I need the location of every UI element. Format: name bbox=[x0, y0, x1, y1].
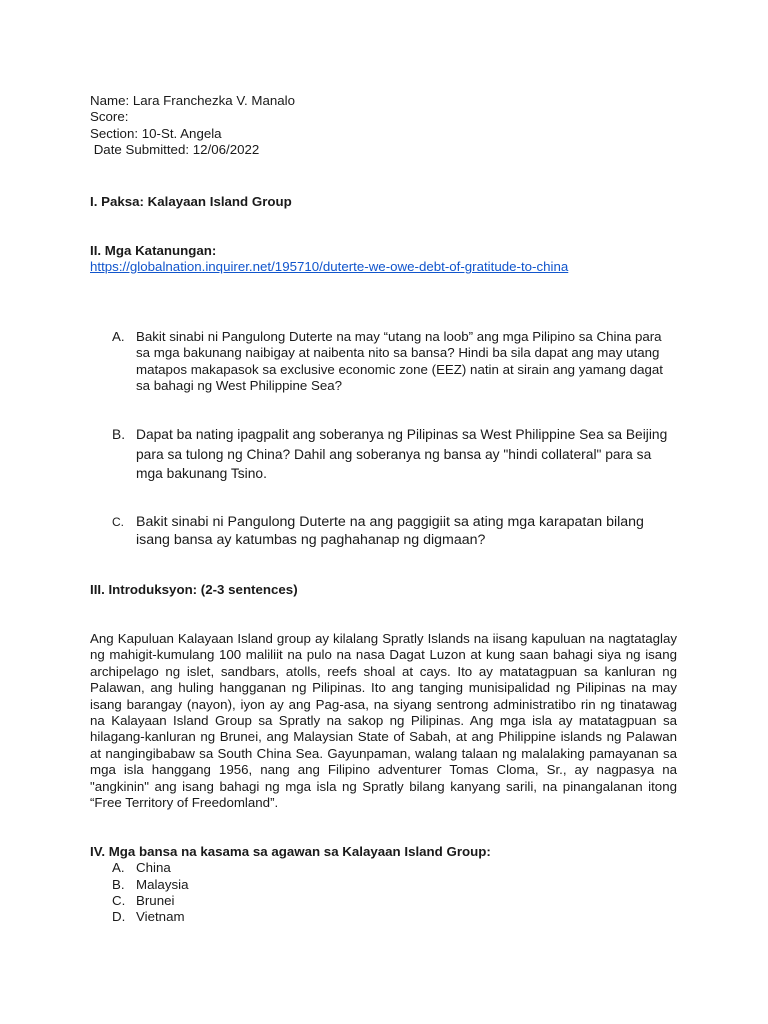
question-c bbox=[112, 514, 672, 550]
score-label: Score: bbox=[90, 109, 129, 124]
question-marker: A. bbox=[112, 329, 125, 344]
question-text: Dapat ba nating ipagpalit ang soberanya ng Pilipinas sa West Philippine Sea sa Beijing para sa tulong ng China? Dahil ang soberanya ng bansa ay "hindi collateral" para sa mga bakunang Tsino. bbox=[136, 427, 668, 481]
list-marker: C. bbox=[112, 893, 126, 908]
question-b bbox=[112, 425, 672, 485]
introduksyon-body: Ang Kapuluan Kalayaan Island group ay kilalang Spratly Islands na iisang kapuluan na nagtataglay ng mahigit-kumulang 100 maliliit na pulo na nasa Dagat Luzon at kung saan bahagi siya ng isang archipelago ng islet, sandbars, atolls, reefs shoal at cays. Ito ay matatagpuan sa kanluran ng Palawan, ang huling hangganan ng Pilipinas. Ito ang tanging munisipalidad ng Pilipinas na may isang barangay (nayon), iyon ay ang Pag-asa, na siyang sentrong administratibo rin ng tinatawag na Kalayaan Island Group sa Spratly na sakop ng Pilipinas. Ang mga isla ay matatagpuan sa hilagang-kanluran ng Brunei, ang Malaysian State of Sabah, at ang Philippine islands ng Palawan at nangingibabaw sa South China Sea. Gayunpaman, walang talaan ng malalaking pamayanan sa mga isla hanggang 1956, nang ang Filipino adventurer Tomas Cloma, Sr., ay nagpasya na "angkinin" ang isang bahagi ng mga isla ng Spratly bilang kanyang sarili, na pinangalanan itong “Free Territory of Freedomland”. bbox=[90, 631, 677, 811]
list-label: Vietnam bbox=[136, 909, 185, 924]
question-text: Bakit sinabi ni Pangulong Duterte na may “utang na loob” ang mga Pilipino sa China para sa mga bakunang naibigay at naibenta nito sa bansa? Hindi ba sila dapat ang may utang matapos makapasok sa exclusive economic zone (EEZ) natin at sirain ang yamang dagat sa bahagi ng West Philippine Sea? bbox=[136, 329, 663, 394]
date-submitted: Date Submitted: 12/06/2022 bbox=[90, 142, 260, 157]
source-link[interactable]: https://globalnation.inquirer.net/195710/duterte-we-owe-debt-of-gratitude-to-china bbox=[90, 259, 569, 274]
list-marker: D. bbox=[112, 909, 126, 924]
list-item bbox=[112, 860, 171, 876]
list-marker: A. bbox=[112, 860, 125, 875]
introduksyon-heading: III. Introduksyon: (2-3 sentences) bbox=[90, 582, 298, 597]
list-item bbox=[112, 893, 174, 909]
student-name: Name: Lara Franchezka V. Manalo bbox=[90, 93, 295, 108]
question-marker: C. bbox=[112, 515, 124, 529]
list-label: China bbox=[136, 860, 171, 875]
section-label: Section: 10-St. Angela bbox=[90, 126, 222, 141]
list-item bbox=[112, 909, 185, 925]
question-a bbox=[112, 329, 672, 395]
question-marker: B. bbox=[112, 427, 126, 442]
question-text: Bakit sinabi ni Pangulong Duterte na ang paggigiit sa ating mga karapatan bilang isang bansa ay katumbas ng paghahanap ng digmaan? bbox=[136, 514, 644, 548]
katanungan-heading: II. Mga Katanungan: bbox=[90, 243, 217, 258]
paksa-heading: I. Paksa: Kalayaan Island Group bbox=[90, 194, 292, 209]
bansa-heading: IV. Mga bansa na kasama sa agawan sa Kalayaan Island Group: bbox=[90, 844, 491, 859]
list-item bbox=[112, 877, 188, 893]
list-label: Brunei bbox=[136, 893, 175, 908]
list-marker: B. bbox=[112, 877, 125, 892]
list-label: Malaysia bbox=[136, 877, 189, 892]
